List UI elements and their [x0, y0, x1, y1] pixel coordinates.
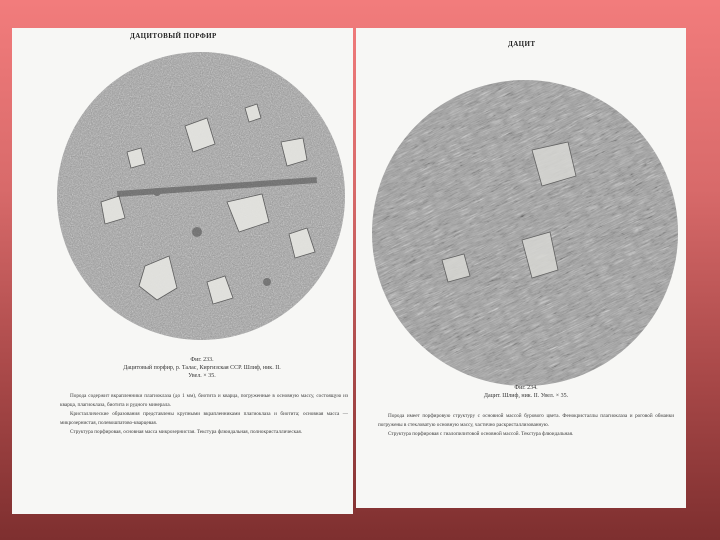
left-page	[12, 28, 353, 514]
right-page	[356, 28, 686, 508]
left-page-title: ДАЦИТОВЫЙ ПОРФИР	[130, 32, 217, 40]
right-body-text	[378, 412, 674, 440]
left-paragraph: Порода содержит вкрапленники плагиоклаза (до 1 мм), биотита и кварца, погруженные в основную массу, состоящую из кварца, плагиоклаза, биотита и рудного минерала.	[60, 393, 348, 408]
right-paragraph: Структура порфировая с гиалопилитовой основной массой. Текстура флюидальная.	[388, 431, 574, 438]
right-micrograph-image	[372, 80, 678, 386]
left-body-text	[60, 392, 348, 438]
left-caption-line1: Дацитовый порфир, р. Талас, Киргизская ССР. Шлиф, ник. II.	[123, 365, 281, 371]
right-micrograph	[372, 80, 678, 386]
right-figure-label: Фиг. 234.	[514, 385, 538, 391]
left-caption-line2: Увел. × 35.	[188, 373, 216, 379]
right-caption-line1: Дацит. Шлиф, ник. II. Увел. × 35.	[483, 393, 569, 399]
left-paragraph: Структура порфировая, основная масса микрозернистая. Текстура флюидальная, полнокристаллическая.	[70, 429, 303, 436]
right-page-title: ДАЦИТ	[508, 40, 536, 48]
left-figure-label: Фиг. 233.	[190, 357, 214, 363]
right-paragraph: Порода имеет порфировую структуру с основной массой бурового цвета. Фенокристаллы плагиоклаза и роговой обманки погружены в стекловатую основную массу, частично раскристаллизованную.	[378, 413, 674, 428]
left-micrograph	[57, 52, 345, 340]
left-micrograph-image	[57, 52, 345, 340]
left-paragraph: Кристаллические образования представлены крупными вкрапленниками плагиоклаза и биотита; основная масса — микрозернистая, полевошпатово-кварцевая.	[60, 411, 348, 426]
